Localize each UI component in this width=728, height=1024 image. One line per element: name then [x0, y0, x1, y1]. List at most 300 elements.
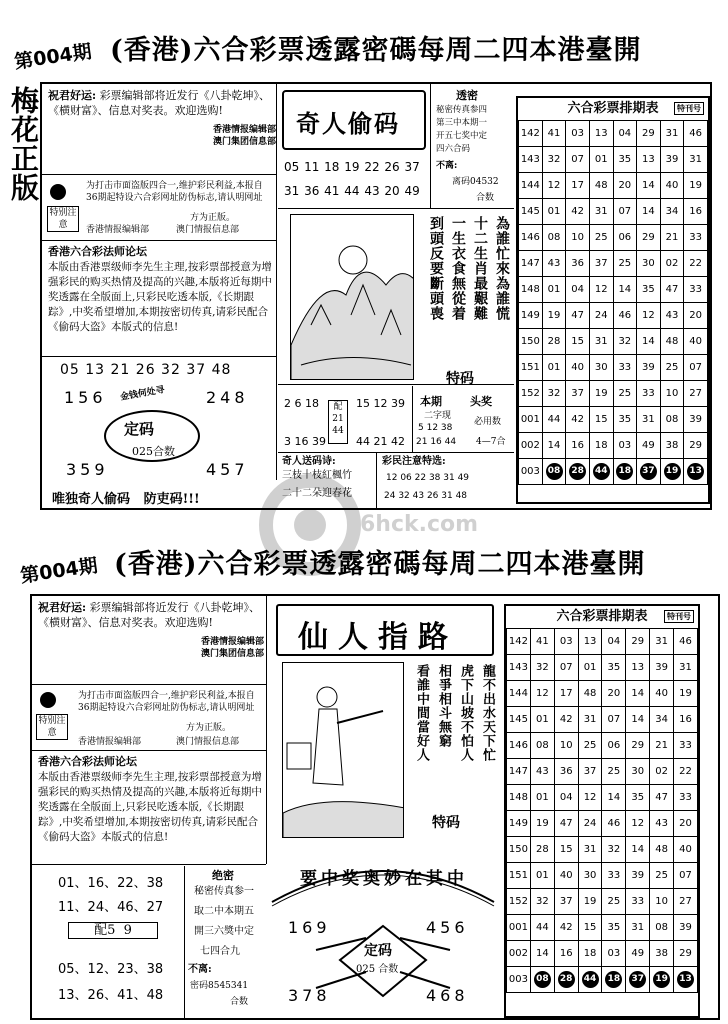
schedule-row — [507, 811, 698, 837]
schedule-cell: 36 — [554, 759, 578, 785]
divider — [32, 684, 266, 685]
schedule-cell: 34 — [650, 707, 674, 733]
title-qiren: 奇人偷码 — [296, 109, 400, 138]
schedule-cell: 31 — [589, 199, 613, 225]
schedule-cell: 144 — [507, 681, 531, 707]
schedule-cell: 43 — [530, 759, 554, 785]
schedule-cell: 31 — [578, 707, 602, 733]
number-ball: 28 — [569, 463, 586, 480]
schedule-cell — [626, 967, 650, 993]
grid-left-1: 2 6 18 — [284, 397, 319, 410]
schedule-row — [507, 759, 698, 785]
schedule-cell: 149 — [507, 811, 531, 837]
schedule-cell: 41 — [542, 121, 566, 147]
notice-body: 彩票编辑部将近发行《八卦乾坤》、《横财富》、信息对奖表。欢迎选购! — [48, 89, 271, 117]
schedule-cell: 47 — [650, 785, 674, 811]
schedule-title-text: 六合彩票排期表 — [556, 609, 648, 624]
schedule-title — [518, 98, 708, 120]
schedule-cell: 21 — [650, 733, 674, 759]
schedule-row — [519, 251, 708, 277]
num-row-1: 01、16、22、38 — [58, 876, 164, 891]
num-468: 468 — [426, 986, 469, 1005]
schedule-cell: 07 — [674, 863, 698, 889]
vline — [376, 452, 377, 508]
num-169: 169 — [288, 918, 331, 937]
grid-right-1: 15 12 39 — [356, 397, 405, 410]
ding-ma-value: 025合数 — [132, 445, 175, 458]
notice-title: 祝君好运: — [38, 601, 87, 614]
schedule-cell: 143 — [519, 147, 543, 173]
pei-nums: 21 44 — [332, 414, 344, 436]
schedule-cell: 25 — [578, 733, 602, 759]
schedule-cell — [650, 967, 674, 993]
schedule-cell: 12 — [542, 173, 566, 199]
warn-body: 为打击市面盗版四合一,维护彩民利益,本报自36期起特设六合彩网址防伪标志,请认明网址 — [78, 691, 255, 713]
number-ball: 37 — [629, 971, 646, 988]
issue-label-bottom: 第004期 — [19, 554, 100, 588]
schedule-cell: 001 — [507, 915, 531, 941]
schedule-cell: 47 — [660, 277, 684, 303]
schedule-cell: 147 — [507, 759, 531, 785]
schedule-cell: 19 — [684, 173, 708, 199]
schedule-cell: 145 — [507, 707, 531, 733]
schedule-cell: 32 — [530, 889, 554, 915]
schedule-cell: 12 — [578, 785, 602, 811]
watermark-text: 6hck.com — [360, 512, 479, 537]
numbers-row1: 05 11 18 19 22 26 37 — [284, 160, 420, 174]
schedule-cell: 07 — [554, 655, 578, 681]
schedule-cell: 06 — [602, 733, 626, 759]
schedule-cell: 25 — [650, 863, 674, 889]
schedule-cell: 150 — [507, 837, 531, 863]
schedule-cell: 40 — [554, 863, 578, 889]
notice-box-top — [48, 88, 276, 172]
ben-qi: 本期 — [420, 395, 442, 408]
schedule-cell: 20 — [684, 303, 708, 329]
schedule-cell: 46 — [602, 811, 626, 837]
schedule-cell — [589, 459, 613, 485]
schedule-cell: 31 — [626, 915, 650, 941]
schedule-cell: 150 — [519, 329, 543, 355]
schedule-cell — [613, 459, 637, 485]
schedule-cell: 32 — [602, 837, 626, 863]
secret-line-2: 第三中本期一 — [436, 118, 488, 128]
schedule-cell: 32 — [613, 329, 637, 355]
schedule-cell: 13 — [626, 655, 650, 681]
schedule-cell: 151 — [507, 863, 531, 889]
schedule-row — [519, 199, 708, 225]
schedule-cell: 10 — [650, 889, 674, 915]
schedule-cell: 14 — [542, 433, 566, 459]
schedule-row — [507, 655, 698, 681]
schedule-cell: 143 — [507, 655, 531, 681]
schedule-row — [519, 303, 708, 329]
schedule-cell: 08 — [650, 915, 674, 941]
schedule-cell: 12 — [626, 811, 650, 837]
schedule-row — [519, 407, 708, 433]
number-ball: 13 — [677, 971, 694, 988]
schedule-cell: 25 — [660, 355, 684, 381]
forum-body: 本版由香港票级师李先生主理,按彩票部授意为增强彩民的购买热情及提高的兴趣,本版将近每期中奖透露在全版面上,只彩民吃透本版,《长期跟踪》,中奖希望增加,本期按密切传真,请彩民配合《偷码大盗》本版式的信息! — [38, 771, 262, 843]
schedule-cell: 25 — [613, 251, 637, 277]
schedule-cell: 19 — [578, 889, 602, 915]
num-row-4: 13、26、41、48 — [58, 988, 164, 1003]
secret-title: 透密 — [456, 89, 478, 102]
schedule-cell: 08 — [530, 733, 554, 759]
schedule-cell: 30 — [637, 251, 661, 277]
schedule-row-latest — [507, 967, 698, 993]
schedule-cell: 14 — [530, 941, 554, 967]
schedule-cell: 003 — [519, 459, 543, 485]
schedule-cell: 12 — [530, 681, 554, 707]
schedule-cell: 37 — [578, 759, 602, 785]
schedule-cell: 29 — [684, 433, 708, 459]
num-457: 457 — [206, 460, 249, 479]
schedule-cell: 48 — [589, 173, 613, 199]
schedule-cell: 14 — [613, 277, 637, 303]
pei-label: 配 — [333, 402, 343, 412]
schedule-cell: 19 — [530, 811, 554, 837]
secret-line-1: 秘密传真参四 — [436, 105, 488, 115]
bu-li-value: 密码8545341 — [190, 981, 249, 991]
number-ball: 18 — [605, 971, 622, 988]
schedule-cell: 15 — [589, 407, 613, 433]
schedule-cell: 33 — [674, 733, 698, 759]
schedule-cell: 42 — [554, 915, 578, 941]
bi-yong: 必用数 — [474, 417, 502, 427]
schedule-cell: 37 — [589, 251, 613, 277]
schedule-table-bottom — [504, 604, 700, 1018]
schedule-cell: 151 — [519, 355, 543, 381]
schedule-row — [519, 121, 708, 147]
schedule-cell: 46 — [684, 121, 708, 147]
schedule-cell: 47 — [566, 303, 590, 329]
schedule-cell: 14 — [637, 199, 661, 225]
schedule-cell: 14 — [626, 681, 650, 707]
number-line: 05 13 21 26 32 37 48 — [60, 362, 232, 378]
schedule-cell: 46 — [613, 303, 637, 329]
schedule-cell: 16 — [684, 199, 708, 225]
warn-sign: 方为正版。 — [186, 723, 232, 733]
schedule-cell: 02 — [660, 251, 684, 277]
schedule-cell: 43 — [542, 251, 566, 277]
schedule-cell: 29 — [674, 941, 698, 967]
schedule-cell: 13 — [578, 629, 602, 655]
schedule-cell: 15 — [554, 837, 578, 863]
schedule-cell: 152 — [519, 381, 543, 407]
divider — [42, 174, 276, 175]
schedule-cell: 35 — [613, 407, 637, 433]
yi-title: 彩民注意特选: — [382, 456, 446, 467]
schedule-cell: 04 — [613, 121, 637, 147]
ding-ma-label: 定码 — [124, 420, 155, 438]
title-xianren: 仙人指路 — [298, 620, 458, 655]
schedule-cell: 10 — [554, 733, 578, 759]
forum-title: 香港六合彩法师论坛 — [48, 245, 147, 258]
schedule-cell: 07 — [602, 707, 626, 733]
song-line-1: 三枝十枝紅楓竹 — [282, 470, 352, 481]
secret-line-1: 秘密传真参一 — [194, 886, 254, 897]
schedule-cell: 06 — [613, 225, 637, 251]
schedule-cell — [578, 967, 602, 993]
schedule-cell: 13 — [637, 147, 661, 173]
num-359: 359 — [66, 460, 109, 479]
schedule-row — [519, 433, 708, 459]
mountain-picture — [291, 215, 414, 380]
poem-col-1: 龍不出水天下忙 — [480, 664, 495, 762]
schedule-cell: 34 — [660, 199, 684, 225]
secret-line-4: 七四合九 — [200, 946, 240, 957]
schedule-cell: 38 — [660, 433, 684, 459]
schedule-cell: 01 — [542, 199, 566, 225]
warn-label: 特别注意 — [36, 714, 68, 740]
schedule-cell: 12 — [589, 277, 613, 303]
page-header-bottom: (香港)六合彩票透露密碼每周二四本港臺開 — [114, 549, 646, 580]
schedule-cell: 40 — [684, 329, 708, 355]
schedule-cell: 002 — [519, 433, 543, 459]
bomb-icon — [50, 184, 66, 200]
schedule-cell: 35 — [637, 277, 661, 303]
schedule-cell: 25 — [589, 225, 613, 251]
schedule-cell: 17 — [566, 173, 590, 199]
schedule-cell: 20 — [602, 681, 626, 707]
schedule-cell: 48 — [650, 837, 674, 863]
divider — [32, 864, 266, 865]
schedule-cell: 01 — [542, 277, 566, 303]
schedule-cell: 35 — [626, 785, 650, 811]
schedule-cell: 148 — [507, 785, 531, 811]
ben-nums-1: 5 12 38 — [418, 423, 453, 433]
warn-sign2: 香港情报编辑部 — [78, 737, 142, 747]
schedule-cell: 15 — [578, 915, 602, 941]
schedule-cell: 44 — [542, 407, 566, 433]
schedule-cell: 40 — [566, 355, 590, 381]
schedule-cell: 20 — [674, 811, 698, 837]
schedule-cell: 01 — [530, 707, 554, 733]
schedule-row — [507, 785, 698, 811]
ding-ma-label: 定码 — [364, 943, 392, 959]
schedule-cell: 33 — [613, 355, 637, 381]
schedule-cell: 40 — [660, 173, 684, 199]
num-248: 248 — [206, 388, 249, 407]
schedule-cell: 30 — [626, 759, 650, 785]
warn-sign2: 香港情报编辑部 — [86, 225, 150, 235]
schedule-cell: 03 — [554, 629, 578, 655]
schedule-cell: 40 — [650, 681, 674, 707]
schedule-cell: 33 — [674, 785, 698, 811]
secret-line-4: 四六合码 — [436, 144, 471, 154]
schedule-cell: 46 — [674, 629, 698, 655]
schedule-cell: 30 — [589, 355, 613, 381]
schedule-row — [507, 707, 698, 733]
num-row-3: 05、12、23、38 — [58, 962, 164, 977]
schedule-cell: 48 — [660, 329, 684, 355]
vline — [276, 84, 277, 480]
schedule-cell: 42 — [566, 407, 590, 433]
hline — [278, 452, 514, 453]
schedule-cell: 27 — [684, 381, 708, 407]
schedule-cell: 142 — [507, 629, 531, 655]
schedule-cell: 10 — [660, 381, 684, 407]
secret-line-3: 开五七奖中定 — [436, 131, 488, 141]
issue-label-top: 第004期 — [13, 40, 94, 74]
poem-col-2: 十二生肖最艱難 — [472, 216, 488, 321]
schedule-cell: 33 — [684, 225, 708, 251]
schedule-cell: 19 — [674, 681, 698, 707]
schedule-cell: 14 — [602, 785, 626, 811]
number-ball: 19 — [664, 463, 681, 480]
schedule-cell: 39 — [674, 915, 698, 941]
num-row-2: 11、24、46、27 — [58, 900, 164, 915]
num-456: 456 — [426, 918, 469, 937]
schedule-tag: 特刊号 — [674, 102, 704, 115]
schedule-cell: 40 — [674, 837, 698, 863]
schedule-cell: 49 — [626, 941, 650, 967]
schedule-cell: 16 — [554, 941, 578, 967]
notice-sign2: 澳门集团信息部 — [200, 649, 264, 659]
schedule-grid — [518, 120, 708, 485]
schedule-cell: 31 — [674, 655, 698, 681]
page-header-top: (香港)六合彩票透露密碼每周二四本港臺開 — [110, 35, 642, 66]
schedule-cell: 35 — [613, 147, 637, 173]
he-shu-label: 合数 — [476, 193, 495, 203]
schedule-cell: 25 — [602, 759, 626, 785]
vline — [430, 84, 431, 208]
schedule-cell: 10 — [566, 225, 590, 251]
yi-line-1: 12 06 22 38 31 49 — [386, 473, 470, 483]
schedule-cell: 03 — [613, 433, 637, 459]
number-ball: 13 — [687, 463, 704, 480]
grid-left-2: 3 16 39 — [284, 435, 326, 448]
schedule-cell: 43 — [650, 811, 674, 837]
schedule-cell: 001 — [519, 407, 543, 433]
secret-line-3: 開三六獎中定 — [194, 926, 254, 937]
schedule-cell: 31 — [684, 147, 708, 173]
schedule-cell: 35 — [602, 915, 626, 941]
number-ball: 08 — [546, 463, 563, 480]
schedule-cell: 31 — [637, 407, 661, 433]
slogan: 唯独奇人偷码 防吏码!!! — [52, 492, 200, 507]
notice-title: 祝君好运: — [48, 89, 97, 102]
schedule-cell: 31 — [578, 837, 602, 863]
schedule-cell: 07 — [566, 147, 590, 173]
schedule-cell: 33 — [637, 381, 661, 407]
schedule-title-text: 六合彩票排期表 — [567, 101, 659, 116]
vline — [266, 596, 267, 864]
bu-li-label: 不离: — [188, 964, 212, 975]
ring-text: 金钱何处寻 — [119, 385, 166, 403]
schedule-cell: 28 — [542, 329, 566, 355]
schedule-cell: 17 — [554, 681, 578, 707]
schedule-cell: 24 — [578, 811, 602, 837]
schedule-cell: 18 — [578, 941, 602, 967]
warn-sign: 方为正版。 — [190, 213, 236, 223]
schedule-cell: 29 — [626, 733, 650, 759]
forum-body: 本版由香港票级师李先生主理,按彩票部授意为增强彩民的购买热情及提高的兴趣,本版将近每期中奖透露在全版面上,只彩民吃透本版,《长期跟踪》,中奖希望增加,本期按密切传真,请彩民配合《偷码大盗》本版式的信息! — [48, 261, 272, 333]
schedule-cell: 47 — [554, 811, 578, 837]
schedule-cell: 16 — [674, 707, 698, 733]
schedule-cell: 146 — [519, 225, 543, 251]
schedule-row — [507, 681, 698, 707]
arc-text: 要中奖奥妙在其中 — [300, 869, 468, 889]
secret-line-2: 取二中本期五 — [194, 906, 254, 917]
er-zi: 二字现 — [424, 411, 452, 421]
schedule-cell: 19 — [589, 381, 613, 407]
illustration-mountain — [290, 214, 414, 380]
schedule-cell: 148 — [519, 277, 543, 303]
range: 4—7合 — [476, 437, 506, 447]
te-ma-label: 特码 — [446, 371, 474, 387]
pei-box — [328, 400, 348, 444]
warn-label: 特别注意 — [47, 206, 79, 232]
schedule-cell: 39 — [626, 863, 650, 889]
schedule-cell: 03 — [602, 941, 626, 967]
side-title-plum: 梅花正版 — [7, 86, 40, 202]
schedule-cell: 08 — [660, 407, 684, 433]
schedule-cell: 142 — [519, 121, 543, 147]
schedule-cell: 13 — [589, 121, 613, 147]
schedule-cell: 30 — [578, 863, 602, 889]
numbers-row2: 31 36 41 44 43 20 49 — [284, 184, 420, 198]
schedule-table-top — [516, 96, 710, 504]
schedule-row — [519, 329, 708, 355]
schedule-cell: 01 — [589, 147, 613, 173]
schedule-cell: 144 — [519, 173, 543, 199]
divider — [42, 240, 276, 241]
schedule-row — [519, 225, 708, 251]
schedule-cell: 22 — [684, 251, 708, 277]
notice-sign2: 澳门集团信息部 — [212, 137, 276, 147]
poem-col-4: 到頭反要斷頭喪 — [428, 216, 444, 321]
schedule-cell: 14 — [626, 837, 650, 863]
schedule-cell: 36 — [566, 251, 590, 277]
poem-col-3: 相爭相斗無窮 — [436, 664, 451, 748]
divider — [32, 750, 266, 751]
schedule-cell: 22 — [674, 759, 698, 785]
schedule-cell: 31 — [589, 329, 613, 355]
schedule-cell: 41 — [530, 629, 554, 655]
schedule-cell: 20 — [613, 173, 637, 199]
schedule-title — [506, 606, 698, 628]
schedule-cell: 33 — [626, 889, 650, 915]
schedule-cell: 29 — [637, 225, 661, 251]
schedule-cell: 21 — [660, 225, 684, 251]
schedule-cell: 29 — [626, 629, 650, 655]
schedule-cell — [684, 459, 708, 485]
hline — [278, 384, 514, 385]
schedule-cell: 37 — [554, 889, 578, 915]
schedule-cell: 12 — [637, 303, 661, 329]
poem-col-1: 為誰忙來為誰慌 — [494, 216, 510, 321]
notice-sign1: 香港情报编辑部 — [200, 637, 264, 647]
schedule-cell: 04 — [566, 277, 590, 303]
schedule-cell — [674, 967, 698, 993]
schedule-cell: 31 — [660, 121, 684, 147]
num-156: 156 — [64, 388, 107, 407]
schedule-cell: 149 — [519, 303, 543, 329]
he-shu-label: 合数 — [230, 997, 249, 1007]
schedule-cell: 42 — [554, 707, 578, 733]
poem-col-3: 一生衣食無從着 — [450, 216, 466, 321]
immortal-picture — [283, 663, 404, 838]
schedule-cell: 42 — [566, 199, 590, 225]
schedule-cell: 01 — [542, 355, 566, 381]
schedule-row — [507, 941, 698, 967]
schedule-cell: 003 — [507, 967, 531, 993]
schedule-cell — [542, 459, 566, 485]
schedule-cell: 32 — [530, 655, 554, 681]
number-ball: 08 — [534, 971, 551, 988]
